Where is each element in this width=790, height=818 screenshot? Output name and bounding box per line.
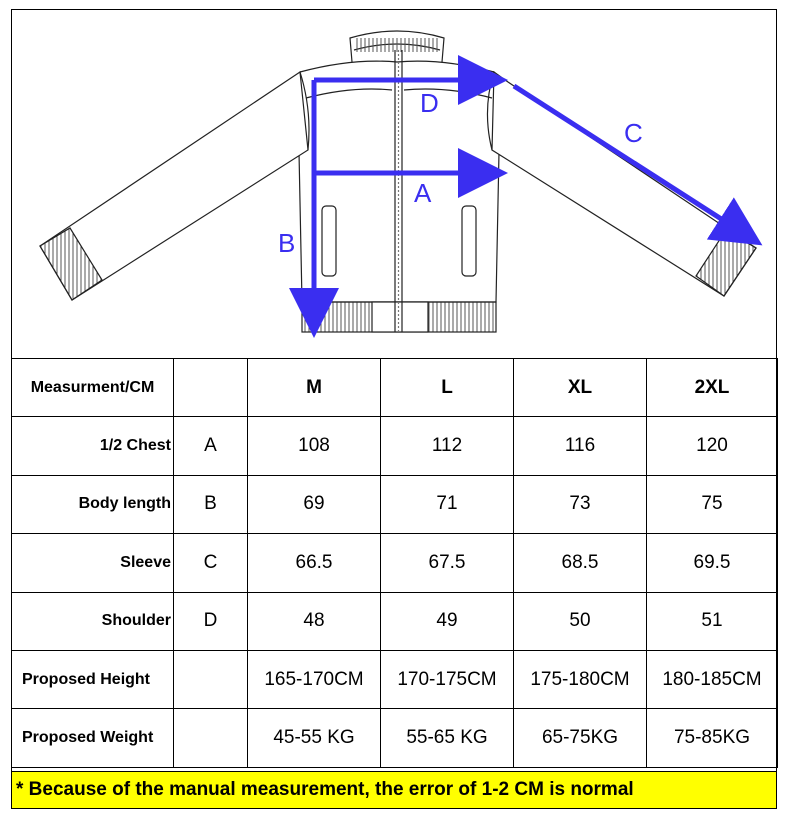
table-row bbox=[12, 475, 778, 533]
cell-value: 120 bbox=[647, 417, 778, 475]
cell-value: 68.5 bbox=[514, 534, 647, 592]
measurement-note: * Because of the manual measurement, the error of 1-2 CM is normal bbox=[11, 771, 777, 809]
cell-value: 45-55 KG bbox=[248, 709, 381, 767]
row-label: Body length bbox=[12, 475, 174, 533]
cell-value: 69 bbox=[248, 475, 381, 533]
cell-value: 71 bbox=[381, 475, 514, 533]
row-code bbox=[174, 709, 248, 767]
row-code: D bbox=[174, 592, 248, 650]
cell-value: 116 bbox=[514, 417, 647, 475]
row-code bbox=[174, 650, 248, 708]
label-c: C bbox=[624, 118, 643, 148]
cell-value: 75 bbox=[647, 475, 778, 533]
cell-value: 55-65 KG bbox=[381, 709, 514, 767]
table-row bbox=[12, 592, 778, 650]
row-label: 1/2 Chest bbox=[12, 417, 174, 475]
jacket-diagram bbox=[12, 10, 776, 358]
jacket-outline bbox=[40, 31, 756, 332]
cell-value: 66.5 bbox=[248, 534, 381, 592]
label-d: D bbox=[420, 88, 439, 118]
table-row bbox=[12, 650, 778, 708]
header-size-xl: XL bbox=[514, 359, 647, 417]
size-chart bbox=[11, 9, 777, 809]
table-row bbox=[12, 534, 778, 592]
cell-value: 65-75KG bbox=[514, 709, 647, 767]
row-code: B bbox=[174, 475, 248, 533]
cell-value: 175-180CM bbox=[514, 650, 647, 708]
label-a: A bbox=[414, 178, 432, 208]
table-header-row bbox=[12, 359, 778, 417]
cell-value: 51 bbox=[647, 592, 778, 650]
row-label: Proposed Height bbox=[12, 650, 174, 708]
cell-value: 180-185CM bbox=[647, 650, 778, 708]
cell-value: 49 bbox=[381, 592, 514, 650]
cell-value: 50 bbox=[514, 592, 647, 650]
row-label: Shoulder bbox=[12, 592, 174, 650]
jacket-illustration bbox=[12, 10, 776, 358]
table-row bbox=[12, 417, 778, 475]
cell-value: 108 bbox=[248, 417, 381, 475]
cell-value: 112 bbox=[381, 417, 514, 475]
header-size-l: L bbox=[381, 359, 514, 417]
cell-value: 67.5 bbox=[381, 534, 514, 592]
row-code: A bbox=[174, 417, 248, 475]
row-label: Sleeve bbox=[12, 534, 174, 592]
cell-value: 170-175CM bbox=[381, 650, 514, 708]
cell-value: 165-170CM bbox=[248, 650, 381, 708]
cell-value: 69.5 bbox=[647, 534, 778, 592]
row-label: Proposed Weight bbox=[12, 709, 174, 767]
label-b: B bbox=[278, 228, 296, 258]
header-measurement: Measurment/CM bbox=[12, 359, 174, 417]
size-table bbox=[11, 358, 778, 768]
header-code bbox=[174, 359, 248, 417]
cell-value: 75-85KG bbox=[647, 709, 778, 767]
header-size-m: M bbox=[248, 359, 381, 417]
cell-value: 48 bbox=[248, 592, 381, 650]
header-size-2xl: 2XL bbox=[647, 359, 778, 417]
cell-value: 73 bbox=[514, 475, 647, 533]
row-code: C bbox=[174, 534, 248, 592]
table-row bbox=[12, 709, 778, 767]
